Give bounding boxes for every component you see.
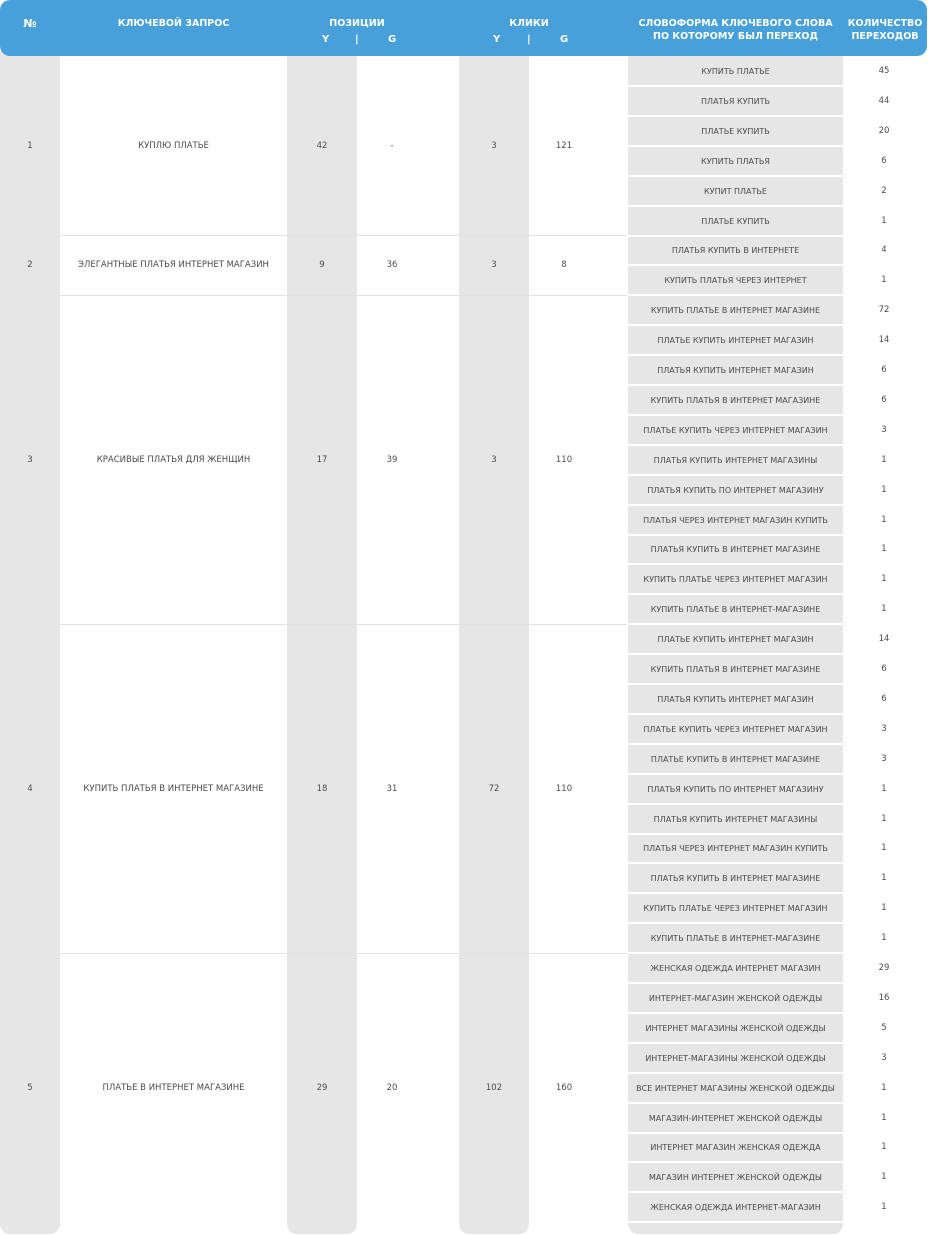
wordform-count: 16 — [878, 992, 890, 1003]
wordform-row — [628, 326, 928, 355]
row-number: 4 — [27, 783, 33, 794]
wordform-text: ПЛАТЬЯ КУПИТЬ ИНТЕРНЕТ МАГАЗИНЫ — [653, 455, 818, 465]
wordform-text: ПЛАТЬЯ КУПИТЬ ИНТЕРНЕТ МАГАЗИН — [657, 694, 814, 704]
wordform-row — [628, 506, 928, 535]
wordform-row — [628, 655, 928, 684]
wordform-count: 6 — [881, 155, 887, 166]
wordform-count: 1 — [881, 275, 887, 286]
wordform-text: ИНТЕРНЕТ МАГАЗИНЫ ЖЕНСКОЙ ОДЕЖДЫ — [645, 1023, 826, 1033]
wordform-row — [628, 984, 928, 1013]
wordform-count: 44 — [878, 95, 890, 106]
wordform-count: 3 — [881, 424, 887, 435]
wordform-row — [628, 565, 928, 594]
wordform-text: ПЛАТЬЕ КУПИТЬ — [701, 126, 770, 136]
wordform-row — [628, 685, 928, 714]
wordform-row — [628, 954, 928, 983]
wordform-count: 6 — [881, 664, 887, 674]
wordform-text: ПЛАТЬЯ КУПИТЬ В ИНТЕРНЕТ МАГАЗИНЕ — [650, 874, 821, 884]
wordform-text: МАГАЗИН-ИНТЕРНЕТ ЖЕНСКОЙ ОДЕЖДЫ — [648, 1113, 823, 1123]
wordform-row — [628, 296, 928, 325]
header-positions-separator: | — [355, 34, 359, 45]
wordform-row — [628, 87, 928, 116]
wordform-row — [628, 894, 928, 923]
wordform-count: 1 — [881, 514, 887, 525]
wordform-row — [628, 805, 928, 834]
wordform-row — [628, 356, 928, 385]
wordform-text: КУПИТЬ ПЛАТЬЕ В ИНТЕРНЕТ МАГАЗИНЕ — [650, 306, 821, 316]
wordform-count: 1 — [881, 903, 887, 914]
wordform-count: 4 — [881, 245, 887, 256]
header-wordform-line2: ПО КОТОРОМУ БЫЛ ПЕРЕХОД — [653, 31, 818, 42]
header-number: № — [23, 17, 37, 30]
wordform-row — [628, 1133, 928, 1162]
wordform-row — [628, 1104, 928, 1133]
row-positions-g: 31 — [386, 783, 398, 794]
header-positions-y: Y — [322, 34, 330, 45]
wordform-text: ИНТЕРНЕТ МАГАЗИН ЖЕНСКАЯ ОДЕЖДА — [650, 1143, 821, 1153]
wordform-divider — [628, 1221, 843, 1223]
wordform-count: 3 — [881, 753, 887, 764]
header-query: КЛЮЧЕВОЙ ЗАПРОС — [117, 18, 230, 29]
wordform-text: ПЛАТЬЯ ЧЕРЕЗ ИНТЕРНЕТ МАГАЗИН КУПИТЬ — [643, 515, 828, 525]
wordform-row — [628, 625, 928, 654]
row-number: 3 — [27, 454, 33, 465]
wordform-text: ПЛАТЬЯ КУПИТЬ — [701, 96, 770, 106]
wordform-text: ВСЕ ИНТЕРНЕТ МАГАЗИНЫ ЖЕНСКОЙ ОДЕЖДЫ — [636, 1083, 835, 1093]
wordform-text: ИНТЕРНЕТ-МАГАЗИН ЖЕНСКОЙ ОДЕЖДЫ — [648, 993, 823, 1003]
row-positions-g: 39 — [386, 454, 398, 465]
wordform-row — [628, 535, 928, 564]
wordform-row — [628, 1193, 928, 1222]
table-row — [0, 954, 627, 1223]
wordform-count: 1 — [881, 604, 887, 615]
wordform-count: 14 — [878, 634, 890, 645]
row-clicks-y: 3 — [491, 454, 497, 465]
table-row — [0, 296, 627, 625]
wordform-text: ПЛАТЬЕ КУПИТЬ ИНТЕРНЕТ МАГАЗИН — [657, 336, 814, 346]
wordform-count: 3 — [881, 1052, 887, 1063]
row-clicks-g: 8 — [561, 260, 567, 271]
row-clicks-y: 102 — [485, 1082, 503, 1093]
table-row — [0, 236, 627, 296]
wordform-count: 1 — [881, 843, 887, 854]
row-positions-g: - — [390, 140, 394, 151]
wordform-count: 1 — [881, 454, 887, 465]
header-wordform — [628, 17, 843, 43]
wordform-text: ПЛАТЬЕ КУПИТЬ В ИНТЕРНЕТ МАГАЗИНЕ — [650, 754, 821, 764]
wordform-text: КУПИТЬ ПЛАТЬЕ ЧЕРЕЗ ИНТЕРНЕТ МАГАЗИН — [643, 575, 828, 585]
row-positions-y: 9 — [319, 260, 325, 271]
wordform-count: 6 — [881, 365, 887, 375]
header-clicks-separator: | — [527, 34, 531, 45]
row-clicks-g: 110 — [555, 783, 573, 794]
row-clicks-g: 160 — [555, 1082, 573, 1093]
wordform-text: ПЛАТЬЕ КУПИТЬ ЧЕРЕЗ ИНТЕРНЕТ МАГАЗИН — [643, 724, 828, 734]
wordform-row — [628, 1074, 928, 1103]
wordform-row — [628, 386, 928, 415]
wordform-text: ПЛАТЬЯ КУПИТЬ В ИНТЕРНЕТЕ — [671, 246, 800, 256]
wordform-row — [628, 177, 928, 206]
row-positions-y: 29 — [316, 1082, 328, 1093]
header-count-line1: КОЛИЧЕСТВО — [847, 18, 923, 29]
wordform-row — [628, 924, 928, 953]
wordform-text: КУПИТЬ ПЛАТЬЯ — [701, 156, 770, 166]
row-number: 2 — [27, 260, 33, 271]
wordform-count: 6 — [881, 693, 887, 704]
header-clicks-y: Y — [493, 34, 501, 45]
wordform-count: 1 — [881, 544, 887, 555]
wordform-text: ПЛАТЬЕ КУПИТЬ — [701, 216, 770, 226]
wordform-count: 3 — [881, 723, 887, 734]
wordform-count: 1 — [881, 933, 887, 944]
wordform-count: 6 — [881, 394, 887, 405]
wordform-text: КУПИТЬ ПЛАТЬЕ — [701, 67, 770, 76]
header-clicks-g: G — [560, 34, 569, 45]
wordform-row — [628, 236, 928, 265]
wordform-row — [628, 207, 928, 236]
row-clicks-y: 3 — [491, 140, 497, 151]
wordform-count: 1 — [881, 783, 887, 794]
wordform-text: КУПИТ ПЛАТЬЕ — [704, 186, 767, 196]
wordform-text: КУПИТЬ ПЛАТЬЯ В ИНТЕРНЕТ МАГАЗИНЕ — [650, 665, 821, 674]
row-positions-y: 42 — [316, 140, 328, 151]
wordform-text: ПЛАТЬЯ ЧЕРЕЗ ИНТЕРНЕТ МАГАЗИН КУПИТЬ — [643, 844, 828, 854]
wordform-text: ПЛАТЬЕ КУПИТЬ ЧЕРЕЗ ИНТЕРНЕТ МАГАЗИН — [643, 425, 828, 435]
wordform-row — [628, 446, 928, 475]
wordform-count: 1 — [881, 574, 887, 585]
wordform-count: 1 — [881, 215, 887, 226]
wordform-row — [628, 775, 928, 804]
wordform-count: 1 — [881, 813, 887, 824]
row-query: КРАСИВЫЕ ПЛАТЬЯ ДЛЯ ЖЕНЩИН — [96, 454, 251, 465]
row-clicks-y: 72 — [488, 783, 500, 794]
row-clicks-g: 121 — [555, 140, 573, 151]
row-query: КУПИТЬ ПЛАТЬЯ В ИНТЕРНЕТ МАГАЗИНЕ — [83, 783, 264, 794]
wordform-count: 29 — [878, 963, 890, 973]
wordform-row — [628, 1014, 928, 1043]
header-positions-g: G — [388, 34, 397, 45]
wordform-row — [628, 715, 928, 744]
wordform-row — [628, 416, 928, 445]
wordform-text: ПЛАТЬЯ КУПИТЬ ПО ИНТЕРНЕТ МАГАЗИНУ — [647, 784, 824, 794]
table-row — [0, 625, 627, 954]
wordform-count: 1 — [881, 1172, 887, 1183]
row-number: 5 — [27, 1082, 33, 1093]
wordform-row — [628, 1044, 928, 1073]
wordform-text: ПЛАТЬЯ КУПИТЬ ИНТЕРНЕТ МАГАЗИНЫ — [653, 814, 818, 824]
header-positions: ПОЗИЦИИ — [329, 18, 385, 29]
wordform-text: ИНТЕРНЕТ-МАГАЗИНЫ ЖЕНСКОЙ ОДЕЖДЫ — [645, 1053, 826, 1063]
wordform-count: 14 — [878, 335, 890, 346]
row-positions-g: 20 — [386, 1082, 398, 1093]
header-count — [843, 17, 927, 43]
wordform-row — [628, 266, 928, 295]
wordform-text: ПЛАТЬЯ КУПИТЬ ПО ИНТЕРНЕТ МАГАЗИНУ — [647, 485, 824, 495]
wordform-count: 1 — [881, 1082, 887, 1093]
header-clicks: КЛИКИ — [509, 18, 549, 29]
wordform-text: КУПИТЬ ПЛАТЬЕ В ИНТЕРНЕТ-МАГАЗИНЕ — [650, 934, 821, 944]
wordform-count: 1 — [881, 873, 887, 884]
wordform-row — [628, 1163, 928, 1192]
wordform-count: 1 — [881, 1142, 887, 1153]
wordform-text: ЖЕНСКАЯ ОДЕЖДА ИНТЕРНЕТ-МАГАЗИН — [650, 1203, 821, 1213]
row-query: ПЛАТЬЕ В ИНТЕРНЕТ МАГАЗИНЕ — [102, 1082, 245, 1093]
wordform-row — [628, 147, 928, 176]
wordform-text: ПЛАТЬЯ КУПИТЬ ИНТЕРНЕТ МАГАЗИН — [657, 366, 814, 375]
row-positions-g: 36 — [386, 260, 398, 271]
wordform-row — [628, 57, 928, 86]
wordform-count: 1 — [881, 1202, 887, 1213]
header-wordform-line1: СЛОВОФОРМА КЛЮЧЕВОГО СЛОВА — [638, 18, 833, 29]
row-positions-y: 17 — [316, 454, 328, 465]
row-number: 1 — [27, 140, 33, 151]
row-query: ЭЛЕГАНТНЫЕ ПЛАТЬЯ ИНТЕРНЕТ МАГАЗИН — [78, 260, 269, 271]
wordform-text: КУПИТЬ ПЛАТЬЯ ЧЕРЕЗ ИНТЕРНЕТ — [664, 276, 807, 286]
wordform-count: 20 — [878, 125, 890, 136]
row-query: КУПЛЮ ПЛАТЬЕ — [138, 140, 209, 151]
row-clicks-g: 110 — [555, 454, 573, 465]
wordform-text: КУПИТЬ ПЛАТЬЕ ЧЕРЕЗ ИНТЕРНЕТ МАГАЗИН — [643, 904, 828, 914]
wordform-row — [628, 476, 928, 505]
header-count-line2: ПЕРЕХОДОВ — [851, 31, 919, 42]
wordform-count: 72 — [878, 305, 890, 316]
wordform-row — [628, 864, 928, 893]
wordform-count: 1 — [881, 484, 887, 495]
wordform-text: ПЛАТЬЕ КУПИТЬ ИНТЕРНЕТ МАГАЗИН — [657, 635, 814, 645]
wordform-count: 45 — [878, 66, 890, 76]
row-positions-y: 18 — [316, 783, 328, 794]
wordform-text: КУПИТЬ ПЛАТЬЯ В ИНТЕРНЕТ МАГАЗИНЕ — [650, 395, 821, 405]
wordform-row — [628, 834, 928, 863]
wordform-row — [628, 595, 928, 624]
wordform-count: 2 — [881, 185, 887, 196]
wordform-count: 1 — [881, 1112, 887, 1123]
wordform-text: ЖЕНСКАЯ ОДЕЖДА ИНТЕРНЕТ МАГАЗИН — [650, 964, 821, 973]
wordform-text: МАГАЗИН ИНТЕРНЕТ ЖЕНСКОЙ ОДЕЖДЫ — [649, 1173, 822, 1183]
row-clicks-y: 3 — [491, 260, 497, 271]
table-header — [0, 0, 927, 56]
wordform-text: КУПИТЬ ПЛАТЬЕ В ИНТЕРНЕТ-МАГАЗИНЕ — [650, 605, 821, 615]
wordform-text: ПЛАТЬЯ КУПИТЬ В ИНТЕРНЕТ МАГАЗИНЕ — [650, 545, 821, 555]
wordform-count: 5 — [881, 1022, 887, 1033]
wordform-row — [628, 117, 928, 146]
table-row — [0, 57, 627, 236]
wordform-row — [628, 745, 928, 774]
